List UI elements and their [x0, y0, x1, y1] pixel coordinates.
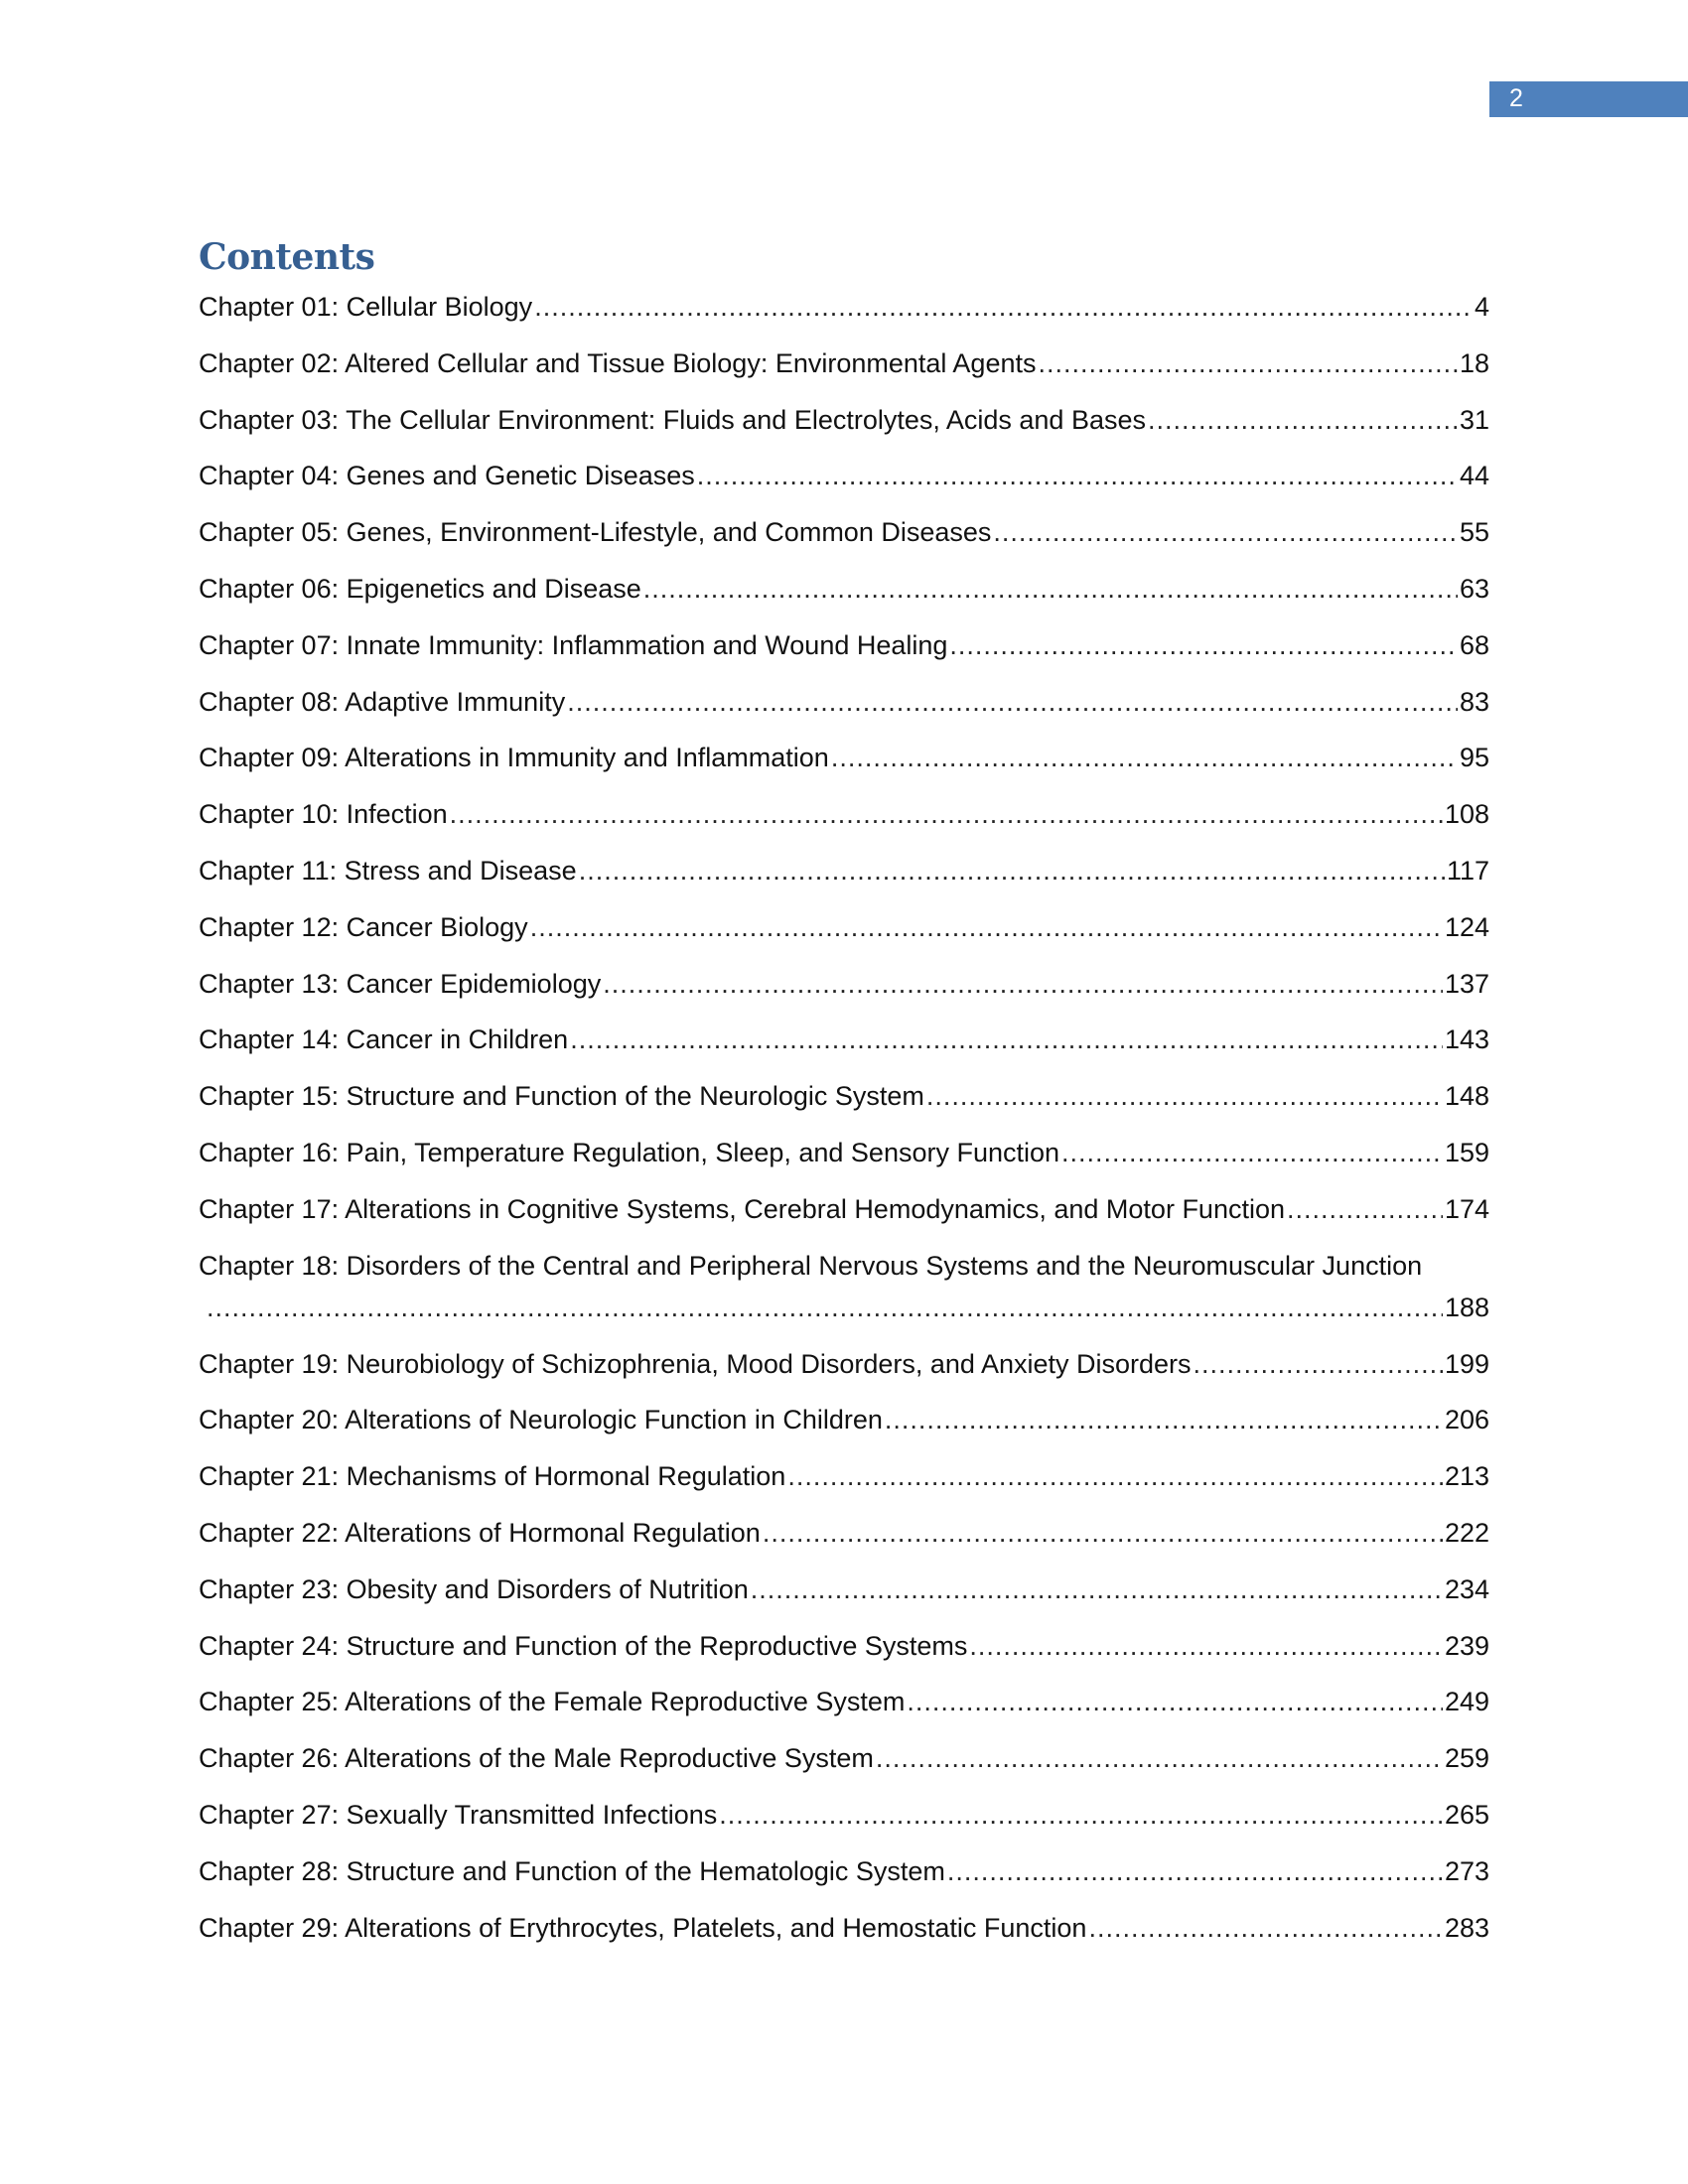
toc-entry-label: Chapter 14: Cancer in Children: [199, 1024, 569, 1055]
leader-dots: [697, 455, 1458, 496]
leader-dots: [207, 1287, 1443, 1328]
toc-entry-label: Chapter 19: Neurobiology of Schizophrenia, Mood Disorders, and Anxiety Disorders: [199, 1348, 1192, 1379]
toc-entry-label: Chapter 18: Disorders of the Central and Peripheral Nervous Systems and the Neuromuscular Junction: [199, 1250, 1423, 1281]
leader-dots: [926, 1075, 1443, 1117]
toc-entry-label: Chapter 25: Alterations of the Female Reproductive System: [199, 1687, 906, 1717]
toc-entry-page: 159: [1444, 1137, 1489, 1167]
page-number: 2: [1509, 84, 1523, 112]
toc-entry-page: 108: [1444, 799, 1489, 830]
leader-dots: [567, 681, 1458, 723]
toc-entry-page: 4: [1474, 292, 1489, 322]
toc-entry[interactable]: [199, 737, 1489, 793]
toc-entry[interactable]: [199, 1132, 1489, 1188]
toc-entry-page: 117: [1446, 855, 1489, 886]
leader-dots: [719, 1794, 1443, 1836]
toc-entry[interactable]: [199, 681, 1489, 738]
toc-entry-label: Chapter 08: Adaptive Immunity: [199, 686, 566, 717]
toc-entry-label: Chapter 17: Alterations in Cognitive Systems, Cerebral Hemodynamics, and Motor Function: [199, 1193, 1286, 1224]
toc-entry[interactable]: [199, 1681, 1489, 1737]
leader-dots: [450, 793, 1443, 835]
leader-dots: [876, 1737, 1443, 1779]
toc-entry[interactable]: [199, 1737, 1489, 1794]
leader-dots: [907, 1681, 1443, 1722]
toc-entry-page: 137: [1444, 968, 1489, 999]
toc-entry-label: Chapter 05: Genes, Environment-Lifestyle, and Common Diseases: [199, 517, 992, 548]
toc-entry-label: Chapter 16: Pain, Temperature Regulation, Sleep, and Sensory Function: [199, 1137, 1060, 1167]
toc-entry[interactable]: [199, 850, 1489, 906]
toc-entry[interactable]: [199, 1399, 1489, 1455]
toc-entry-label: Chapter 22: Alterations of Hormonal Regulation: [199, 1517, 761, 1548]
toc-entry-page: 55: [1459, 517, 1489, 548]
toc-entry[interactable]: [199, 1343, 1489, 1400]
leader-dots: [1039, 342, 1458, 384]
toc-entry[interactable]: [199, 511, 1489, 568]
toc-entry[interactable]: [199, 1850, 1489, 1907]
toc-entry-page: 199: [1444, 1348, 1489, 1379]
toc-entry-label: Chapter 04: Genes and Genetic Diseases: [199, 461, 695, 491]
toc-entry-page: 148: [1444, 1081, 1489, 1112]
leader-dots: [1148, 399, 1458, 441]
toc-entry-page: 206: [1444, 1405, 1489, 1435]
toc-entry-label: Chapter 20: Alterations of Neurologic Function in Children: [199, 1405, 883, 1435]
toc-entry-label: Chapter 11: Stress and Disease: [199, 855, 577, 886]
toc-entry-label: Chapter 10: Infection: [199, 799, 448, 830]
toc-entry-page: 68: [1459, 629, 1489, 660]
toc-entry[interactable]: [199, 286, 1489, 342]
leader-dots: [1061, 1132, 1443, 1173]
toc-entry-page: 44: [1459, 461, 1489, 491]
leader-dots: [787, 1455, 1443, 1497]
toc-entry-label: Chapter 01: Cellular Biology: [199, 292, 533, 322]
toc-entry-label: Chapter 21: Mechanisms of Hormonal Regulation: [199, 1461, 786, 1492]
leader-dots: [1287, 1188, 1443, 1230]
toc-entry-page: 213: [1444, 1461, 1489, 1492]
toc-entry-label: Chapter 29: Alterations of Erythrocytes, Platelets, and Hemostatic Function: [199, 1912, 1087, 1943]
toc-entry[interactable]: [199, 1188, 1489, 1245]
toc-entry[interactable]: [199, 1075, 1489, 1132]
leader-dots: [570, 1019, 1443, 1060]
toc-entry-label: Chapter 23: Obesity and Disorders of Nutrition: [199, 1573, 749, 1604]
leader-dots: [530, 906, 1443, 948]
toc-entry[interactable]: [199, 568, 1489, 624]
toc-entry-page: 273: [1444, 1855, 1489, 1886]
toc-entry[interactable]: [199, 906, 1489, 963]
toc-entry-page: 31: [1459, 404, 1489, 435]
leader-dots: [534, 286, 1473, 328]
toc-entry-page: 63: [1459, 573, 1489, 604]
toc-entry-page: 188: [1444, 1292, 1489, 1322]
toc-entry[interactable]: [199, 624, 1489, 681]
toc-entry-label: Chapter 13: Cancer Epidemiology: [199, 968, 602, 999]
leader-dots: [763, 1512, 1443, 1554]
leader-dots: [603, 963, 1443, 1005]
leader-dots: [947, 1850, 1443, 1892]
leader-dots: [969, 1625, 1443, 1667]
toc-title: Contents: [199, 236, 375, 278]
toc-entry-page: 265: [1444, 1799, 1489, 1830]
leader-dots: [1194, 1343, 1443, 1385]
toc-entry[interactable]: [199, 1794, 1489, 1850]
toc-entry[interactable]: [199, 1907, 1489, 1964]
toc-entry-label: Chapter 03: The Cellular Environment: Fluids and Electrolytes, Acids and Bases: [199, 404, 1146, 435]
toc-entry[interactable]: [199, 1625, 1489, 1682]
toc-entry-label: Chapter 24: Structure and Function of the Reproductive Systems: [199, 1630, 968, 1661]
toc-entry-page: 234: [1444, 1573, 1489, 1604]
leader-dots: [579, 850, 1445, 891]
table-of-contents: [199, 286, 1489, 1963]
toc-entry-page: 95: [1459, 743, 1489, 773]
toc-entry-label: Chapter 27: Sexually Transmitted Infections: [199, 1799, 718, 1830]
toc-entry-page: 283: [1444, 1912, 1489, 1943]
toc-entry[interactable]: [199, 1512, 1489, 1569]
toc-entry-page: 259: [1444, 1743, 1489, 1774]
toc-entry-page: 249: [1444, 1687, 1489, 1717]
leader-dots: [643, 568, 1458, 610]
toc-entry-label: Chapter 02: Altered Cellular and Tissue Biology: Environmental Agents: [199, 347, 1037, 378]
toc-entry-label: Chapter 28: Structure and Function of the Hematologic System: [199, 1855, 945, 1886]
toc-entry-page: 18: [1459, 347, 1489, 378]
leader-dots: [949, 624, 1458, 666]
toc-entry[interactable]: [199, 455, 1489, 511]
toc-entry-page: 222: [1444, 1517, 1489, 1548]
leader-dots: [831, 737, 1458, 778]
toc-entry-label: Chapter 09: Alterations in Immunity and Inflammation: [199, 743, 829, 773]
toc-entry[interactable]: [199, 1455, 1489, 1512]
toc-entry-label: Chapter 06: Epigenetics and Disease: [199, 573, 641, 604]
toc-entry-page: 83: [1459, 686, 1489, 717]
toc-entry[interactable]: [199, 342, 1489, 399]
toc-entry-page: 174: [1444, 1193, 1489, 1224]
leader-dots: [1088, 1907, 1442, 1949]
leader-dots: [993, 511, 1458, 553]
leader-dots: [885, 1399, 1443, 1440]
toc-entry-label: Chapter 26: Alterations of the Male Reproductive System: [199, 1743, 874, 1774]
page-number-badge: [1489, 81, 1688, 117]
toc-entry-label: Chapter 07: Innate Immunity: Inflammation and Wound Healing: [199, 629, 948, 660]
toc-entry-page: 124: [1444, 911, 1489, 942]
leader-dots: [751, 1569, 1443, 1610]
toc-entry[interactable]: [199, 1245, 1489, 1343]
toc-entry[interactable]: [199, 963, 1489, 1020]
toc-entry[interactable]: [199, 399, 1489, 456]
toc-entry[interactable]: [199, 1569, 1489, 1625]
toc-entry[interactable]: [199, 1019, 1489, 1075]
toc-entry-page: 143: [1444, 1024, 1489, 1055]
toc-entry-page: 239: [1444, 1630, 1489, 1661]
toc-entry-label: Chapter 15: Structure and Function of the Neurologic System: [199, 1081, 924, 1112]
toc-entry[interactable]: [199, 793, 1489, 850]
toc-entry-label: Chapter 12: Cancer Biology: [199, 911, 528, 942]
